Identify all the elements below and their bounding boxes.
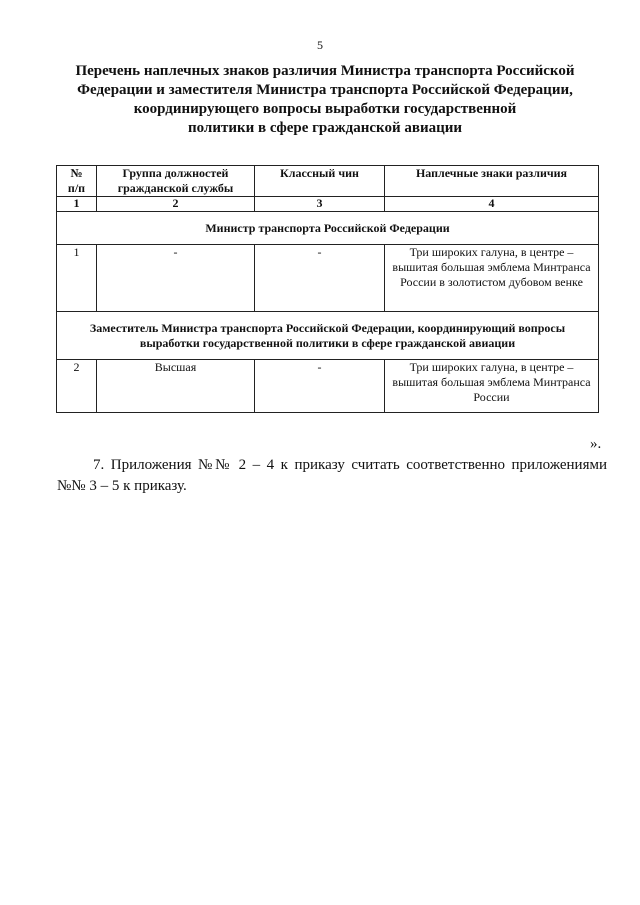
cell-num: 1 <box>57 245 97 312</box>
page-number: 5 <box>317 38 323 52</box>
header-num-line: п/п <box>67 181 86 195</box>
table-row <box>57 360 599 413</box>
cell-num: 2 <box>57 360 97 413</box>
cell-badge: Три широких галуна, в центре – вышитая большая эмблема Минтранса России в золотистом дубовом венке <box>385 245 599 312</box>
header-num-line: № <box>70 166 83 180</box>
header-group-line: гражданской службы <box>117 181 234 195</box>
header-num <box>57 166 97 197</box>
insignia-table <box>56 165 599 413</box>
title-line: политики в сфере гражданской авиации <box>187 120 463 136</box>
cell-group: Высшая <box>97 360 255 413</box>
cell-rank: - <box>255 360 385 413</box>
header-row <box>57 166 599 197</box>
table-row <box>57 245 599 312</box>
column-number: 4 <box>385 197 599 212</box>
section-row-minister <box>57 212 599 245</box>
document-title <box>60 62 590 138</box>
header-group <box>97 166 255 197</box>
header-group-line: Группа должностей <box>122 166 229 180</box>
title-line: координирующего вопросы выработки государственной <box>133 101 517 117</box>
section-title: Министр транспорта Российской Федерации <box>57 212 599 245</box>
paragraph-line: №№ 3 – 5 к приказу. <box>57 478 187 494</box>
column-number: 2 <box>97 197 255 212</box>
body-paragraph <box>57 455 607 497</box>
cell-badge: Три широких галуна, в центре – вышитая большая эмблема Минтранса России <box>385 360 599 413</box>
section-title: Заместитель Министра транспорта Российской Федерации, координирующий вопросы выработки государственной политики в сфере гражданской авиации <box>57 312 599 360</box>
cell-group: - <box>97 245 255 312</box>
title-line: Федерации и заместителя Министра транспорта Российской Федерации, <box>77 82 573 98</box>
header-rank: Классный чин <box>255 166 385 197</box>
closing-quote: ». <box>590 436 602 452</box>
column-number: 3 <box>255 197 385 212</box>
header-badges: Наплечные знаки различия <box>385 166 599 197</box>
paragraph-line: 7. Приложения №№ 2 – 4 к приказу считать соответственно приложениями <box>93 457 607 473</box>
column-numbers-row <box>57 197 599 212</box>
section-row-deputy <box>57 312 599 360</box>
column-number: 1 <box>57 197 97 212</box>
title-line: Перечень наплечных знаков различия Министра транспорта Российской <box>75 63 575 79</box>
cell-rank: - <box>255 245 385 312</box>
